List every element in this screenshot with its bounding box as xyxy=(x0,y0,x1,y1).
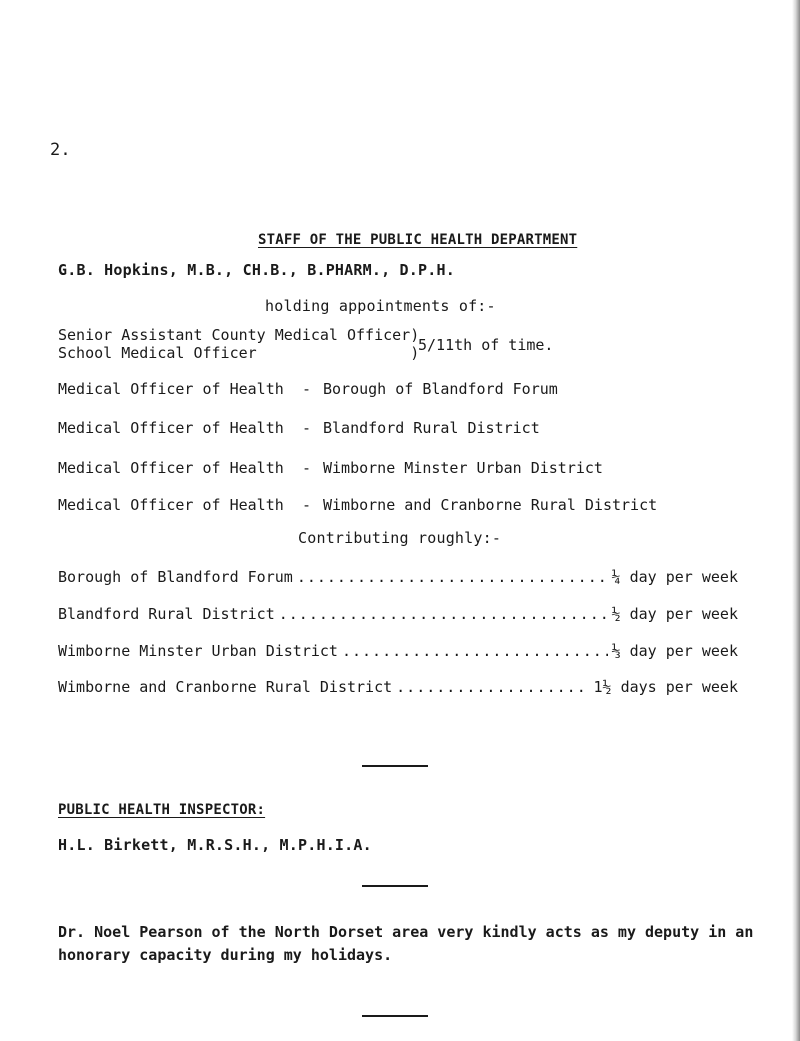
contribution-amount: 1½ days per week xyxy=(593,678,738,696)
post-dash: - xyxy=(302,419,312,437)
post-area: Borough of Blandford Forum xyxy=(323,380,558,398)
brace-line: School Medical Officer ) xyxy=(58,344,420,362)
inspector-heading: PUBLIC HEALTH INSPECTOR: xyxy=(58,802,266,818)
post-dash: - xyxy=(302,380,312,398)
brace-line: Senior Assistant County Medical Officer) xyxy=(58,326,420,344)
contribution-row xyxy=(58,605,738,623)
contributing-heading: Contributing roughly:- xyxy=(298,529,502,547)
post-title: Medical Officer of Health xyxy=(58,459,284,477)
deputy-note-line: honorary capacity during my holidays. xyxy=(58,946,393,964)
document-heading: STAFF OF THE PUBLIC HEALTH DEPARTMENT xyxy=(258,232,578,248)
deputy-note-line: Dr. Noel Pearson of the North Dorset area very kindly acts as my deputy in an xyxy=(58,923,754,941)
holding-appointments-text: holding appointments of:- xyxy=(265,297,496,315)
section-divider xyxy=(362,765,428,767)
post-title: Medical Officer of Health xyxy=(58,496,284,514)
post-area: Blandford Rural District xyxy=(323,419,540,437)
contribution-area: Borough of Blandford Forum xyxy=(58,568,293,586)
deputy-note xyxy=(58,921,778,967)
contribution-area: Wimborne Minster Urban District xyxy=(58,642,338,660)
dot-leader xyxy=(342,642,608,660)
time-fraction: 5/11th of time. xyxy=(418,336,554,354)
contribution-amount: ¼ day per week xyxy=(611,568,738,586)
post-title: Medical Officer of Health xyxy=(58,419,284,437)
post-area: Wimborne Minster Urban District xyxy=(323,459,603,477)
post-title: Medical Officer of Health xyxy=(58,380,284,398)
post-row xyxy=(58,496,658,514)
contribution-row xyxy=(58,678,738,696)
post-row xyxy=(58,380,558,398)
dot-leader xyxy=(396,678,589,696)
contribution-amount: ⅓ day per week xyxy=(611,642,738,660)
post-dash: - xyxy=(302,459,312,477)
contribution-row xyxy=(58,568,738,586)
section-divider xyxy=(362,885,428,887)
contribution-area: Blandford Rural District xyxy=(58,605,275,623)
officer-name: G.B. Hopkins, M.B., CH.B., B.PHARM., D.P.H. xyxy=(58,261,455,279)
contribution-row xyxy=(58,642,738,660)
contribution-area: Wimborne and Cranborne Rural District xyxy=(58,678,393,696)
dot-leader xyxy=(297,568,608,586)
dot-leader xyxy=(279,605,608,623)
page-edge-shadow xyxy=(792,0,800,1041)
inspector-name: H.L. Birkett, M.R.S.H., M.P.H.I.A. xyxy=(58,836,372,854)
page-number: 2. xyxy=(50,140,71,160)
post-area: Wimborne and Cranborne Rural District xyxy=(323,496,658,514)
section-divider xyxy=(362,1015,428,1017)
brace-block xyxy=(58,326,419,362)
post-row xyxy=(58,419,540,437)
post-dash: - xyxy=(302,496,312,514)
post-row xyxy=(58,459,603,477)
contribution-amount: ½ day per week xyxy=(611,605,738,623)
